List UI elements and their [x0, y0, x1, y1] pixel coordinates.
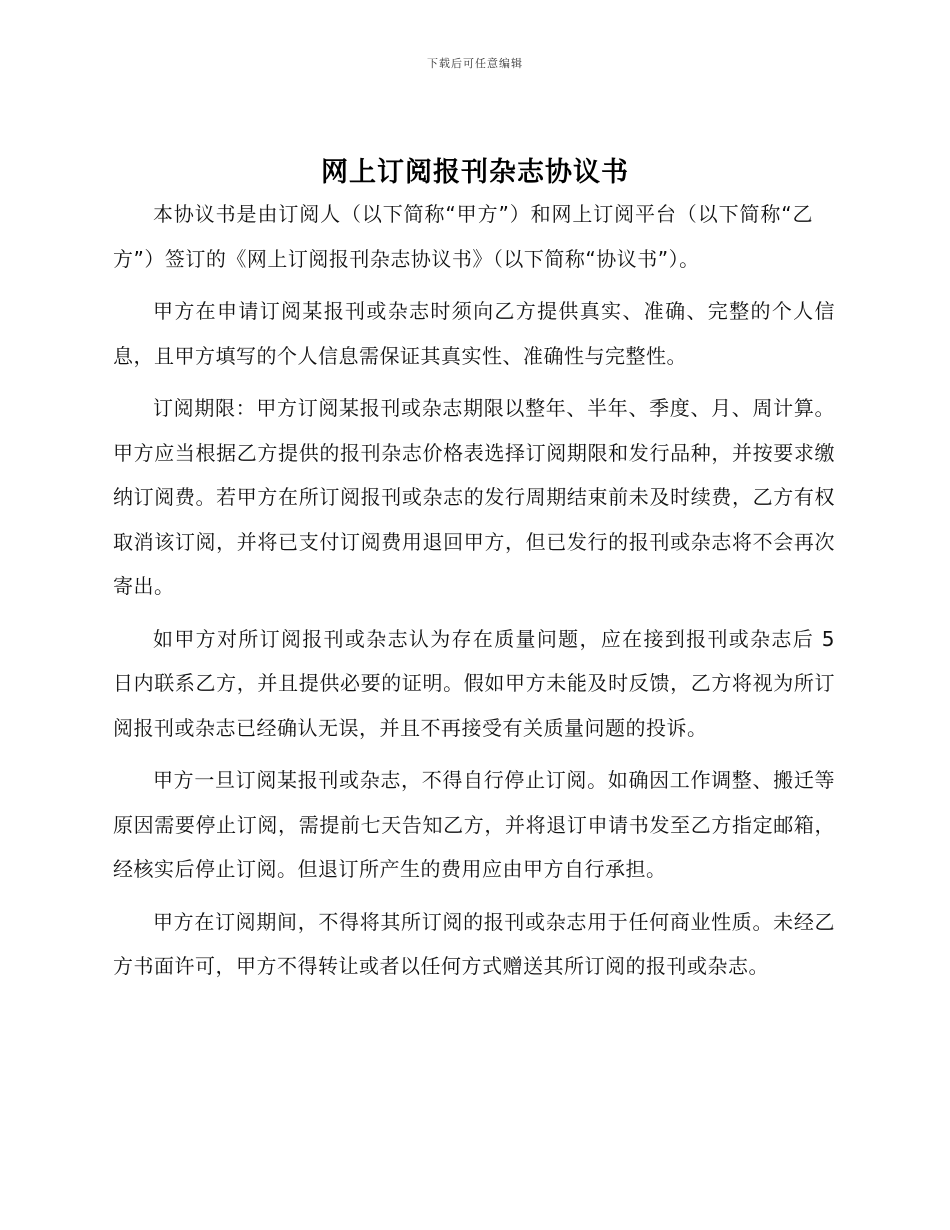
paragraph-personal-info: 甲方在申请订阅某报刊或杂志时须向乙方提供真实、准确、完整的个人信息，且甲方填写的个人信息需保证其真实性、准确性与完整性。	[113, 299, 835, 368]
paragraph-subscription-period: 订阅期限：甲方订阅某报刊或杂志期限以整年、半年、季度、月、周计算。甲方应当根据乙方提供的报刊杂志价格表选择订阅期限和发行品种，并按要求缴纳订阅费。若甲方在所订阅报刊或杂志的发行周期结束前未及时续费，乙方有权取消该订阅，并将已支付订阅费用退回甲方，但已发行的报刊或杂志将不会再次寄出。	[113, 396, 835, 598]
header-note: 下载后可任意编辑	[427, 57, 523, 70]
document-title: 网上订阅报刊杂志协议书	[321, 157, 629, 188]
paragraph-intro: 本协议书是由订阅人（以下简称“甲方”）和网上订阅平台（以下简称“乙方”）签订的《网上订阅报刊杂志协议书》（以下简称“协议书”）。	[113, 202, 813, 271]
document-body	[113, 192, 835, 989]
paragraph-cancellation: 甲方一旦订阅某报刊或杂志，不得自行停止订阅。如确因工作调整、搬迁等原因需要停止订阅，需提前七天告知乙方，并将退订申请书发至乙方指定邮箱，经核实后停止订阅。但退订所产生的费用应由甲方自行承担。	[113, 768, 835, 881]
paragraph-commercial-use: 甲方在订阅期间，不得将其所订阅的报刊或杂志用于任何商业性质。未经乙方书面许可，甲方不得转让或者以任何方式赠送其所订阅的报刊或杂志。	[113, 909, 835, 978]
paragraph-quality-issues: 如甲方对所订阅报刊或杂志认为存在质量问题，应在接到报刊或杂志后 5 日内联系乙方，并且提供必要的证明。假如甲方未能及时反馈，乙方将视为所订阅报刊或杂志已经确认无误，并且不再接受有关质量问题的投诉。	[113, 626, 835, 740]
